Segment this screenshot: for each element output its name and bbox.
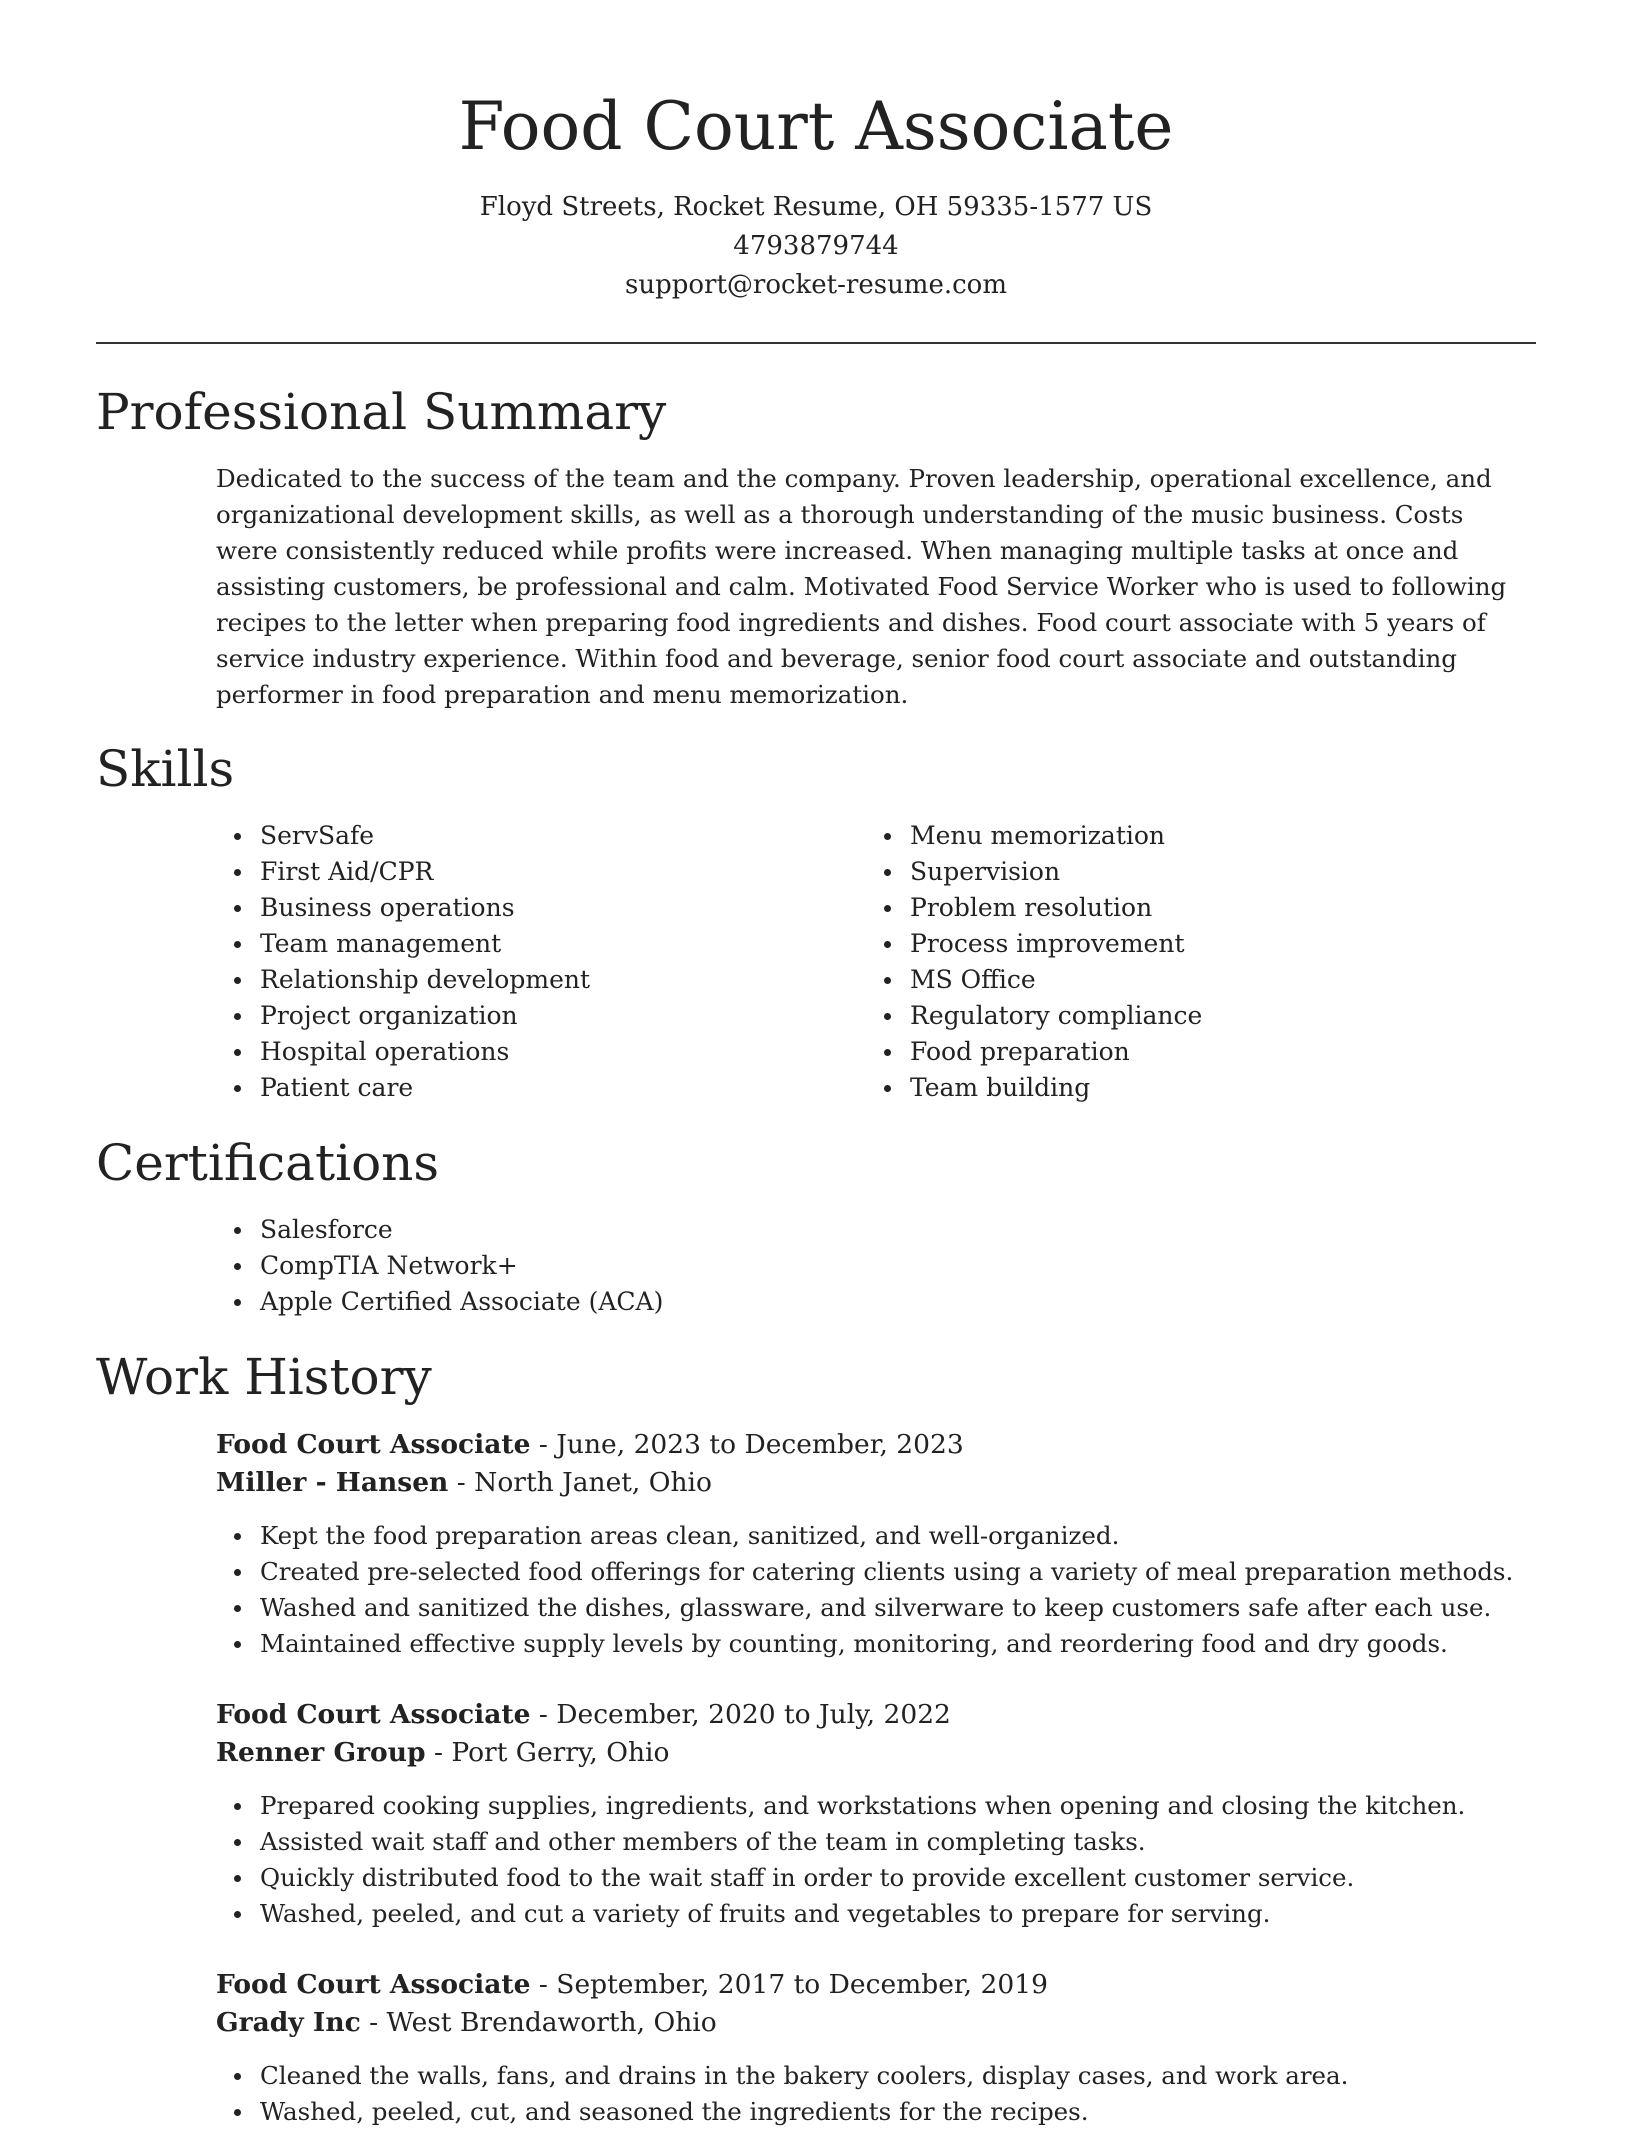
job-title: Food Court Associate bbox=[216, 1429, 531, 1460]
certification-item: Salesforce bbox=[216, 1212, 663, 1248]
skill-item: MS Office bbox=[866, 962, 1202, 998]
skill-item: ServSafe bbox=[216, 818, 590, 854]
job-bullet: Created pre-selected food offerings for catering clients using a variety of meal preparation methods. bbox=[216, 1554, 1596, 1590]
certifications-heading: Certifications bbox=[96, 1134, 440, 1192]
job-bullets bbox=[216, 1518, 1596, 1662]
job-dates: - September, 2017 to December, 2019 bbox=[530, 1969, 1048, 2000]
job-company: Grady Inc bbox=[216, 2007, 361, 2038]
skills-list-left bbox=[216, 818, 590, 1106]
skill-item: Team management bbox=[216, 926, 590, 962]
certifications-list bbox=[216, 1212, 663, 1320]
certification-item: CompTIA Network+ bbox=[216, 1248, 663, 1284]
job-entry bbox=[216, 1426, 1596, 1662]
skill-item: Project organization bbox=[216, 998, 590, 1034]
skill-item: Team building bbox=[866, 1070, 1202, 1106]
job-dates: - December, 2020 to July, 2022 bbox=[530, 1699, 951, 1730]
job-company-line bbox=[216, 1734, 1596, 1772]
job-entry bbox=[216, 1696, 1596, 1932]
skill-item: Hospital operations bbox=[216, 1034, 590, 1070]
skill-item: Business operations bbox=[216, 890, 590, 926]
job-bullet: Washed, peeled, and cut a variety of fruits and vegetables to prepare for serving. bbox=[216, 1896, 1596, 1932]
job-dates: - June, 2023 to December, 2023 bbox=[530, 1429, 964, 1460]
candidate-name: Food Court Associate bbox=[458, 88, 1174, 165]
skills-heading: Skills bbox=[96, 740, 235, 798]
job-location: - West Brendaworth, Ohio bbox=[360, 2007, 717, 2038]
job-title-line bbox=[216, 1426, 1596, 1464]
job-title-line bbox=[216, 1966, 1596, 2004]
job-bullet: Assisted wait staff and other members of the team in completing tasks. bbox=[216, 1824, 1596, 1860]
skill-item: Supervision bbox=[866, 854, 1202, 890]
summary-heading: Professional Summary bbox=[96, 383, 667, 441]
email: support@rocket-resume.com bbox=[624, 270, 1007, 300]
skill-item: Relationship development bbox=[216, 962, 590, 998]
skill-item: First Aid/CPR bbox=[216, 854, 590, 890]
job-bullet: Washed and sanitized the dishes, glassware, and silverware to keep customers safe after each use. bbox=[216, 1590, 1596, 1626]
job-bullet: Cleaned the walls, fans, and drains in the bakery coolers, display cases, and work area. bbox=[216, 2058, 1596, 2094]
contact-info bbox=[0, 188, 1632, 305]
job-bullets bbox=[216, 1788, 1596, 1932]
skill-item: Problem resolution bbox=[866, 890, 1202, 926]
job-bullets bbox=[216, 2058, 1596, 2130]
skill-item: Process improvement bbox=[866, 926, 1202, 962]
job-company-line bbox=[216, 2004, 1596, 2042]
skill-item: Regulatory compliance bbox=[866, 998, 1202, 1034]
job-bullet: Prepared cooking supplies, ingredients, and workstations when opening and closing the kitchen. bbox=[216, 1788, 1596, 1824]
header-divider bbox=[96, 342, 1536, 344]
job-company: Renner Group bbox=[216, 1737, 426, 1768]
phone: 4793879744 bbox=[733, 231, 899, 261]
job-bullet: Kept the food preparation areas clean, sanitized, and well-organized. bbox=[216, 1518, 1596, 1554]
job-title: Food Court Associate bbox=[216, 1699, 531, 1730]
certification-item: Apple Certified Associate (ACA) bbox=[216, 1284, 663, 1320]
resume-header bbox=[0, 0, 1632, 305]
job-company: Miller - Hansen bbox=[216, 1467, 449, 1498]
skill-item: Menu memorization bbox=[866, 818, 1202, 854]
job-bullet: Washed, peeled, cut, and seasoned the ingredients for the recipes. bbox=[216, 2094, 1596, 2130]
job-company-line bbox=[216, 1464, 1596, 1502]
job-location: - Port Gerry, Ohio bbox=[425, 1737, 670, 1768]
summary-text: Dedicated to the success of the team and the company. Proven leadership, operational excellence, and organizational development skills, as well as a thorough understanding of the music business. Costs were consistently reduced while profits were increased. When managing multiple tasks at once and assisting customers, be professional and calm. Motivated Food Service Worker who is used to following recipes to the letter when preparing food ingredients and dishes. Food court associate with 5 years of service industry experience. Within food and beverage, senior food court associate and outstanding performer in food preparation and menu memorization. bbox=[216, 464, 1507, 709]
job-title-line bbox=[216, 1696, 1596, 1734]
skill-item: Food preparation bbox=[866, 1034, 1202, 1070]
work-history-heading: Work History bbox=[96, 1348, 432, 1406]
job-location: - North Janet, Ohio bbox=[448, 1467, 712, 1498]
job-entry bbox=[216, 1966, 1596, 2130]
job-title: Food Court Associate bbox=[216, 1969, 531, 2000]
job-bullet: Quickly distributed food to the wait staff in order to provide excellent customer service. bbox=[216, 1860, 1596, 1896]
skill-item: Patient care bbox=[216, 1070, 590, 1106]
job-bullet: Maintained effective supply levels by counting, monitoring, and reordering food and dry goods. bbox=[216, 1626, 1596, 1662]
skills-list-right bbox=[866, 818, 1202, 1106]
address: Floyd Streets, Rocket Resume, OH 59335-1577 US bbox=[479, 192, 1153, 222]
